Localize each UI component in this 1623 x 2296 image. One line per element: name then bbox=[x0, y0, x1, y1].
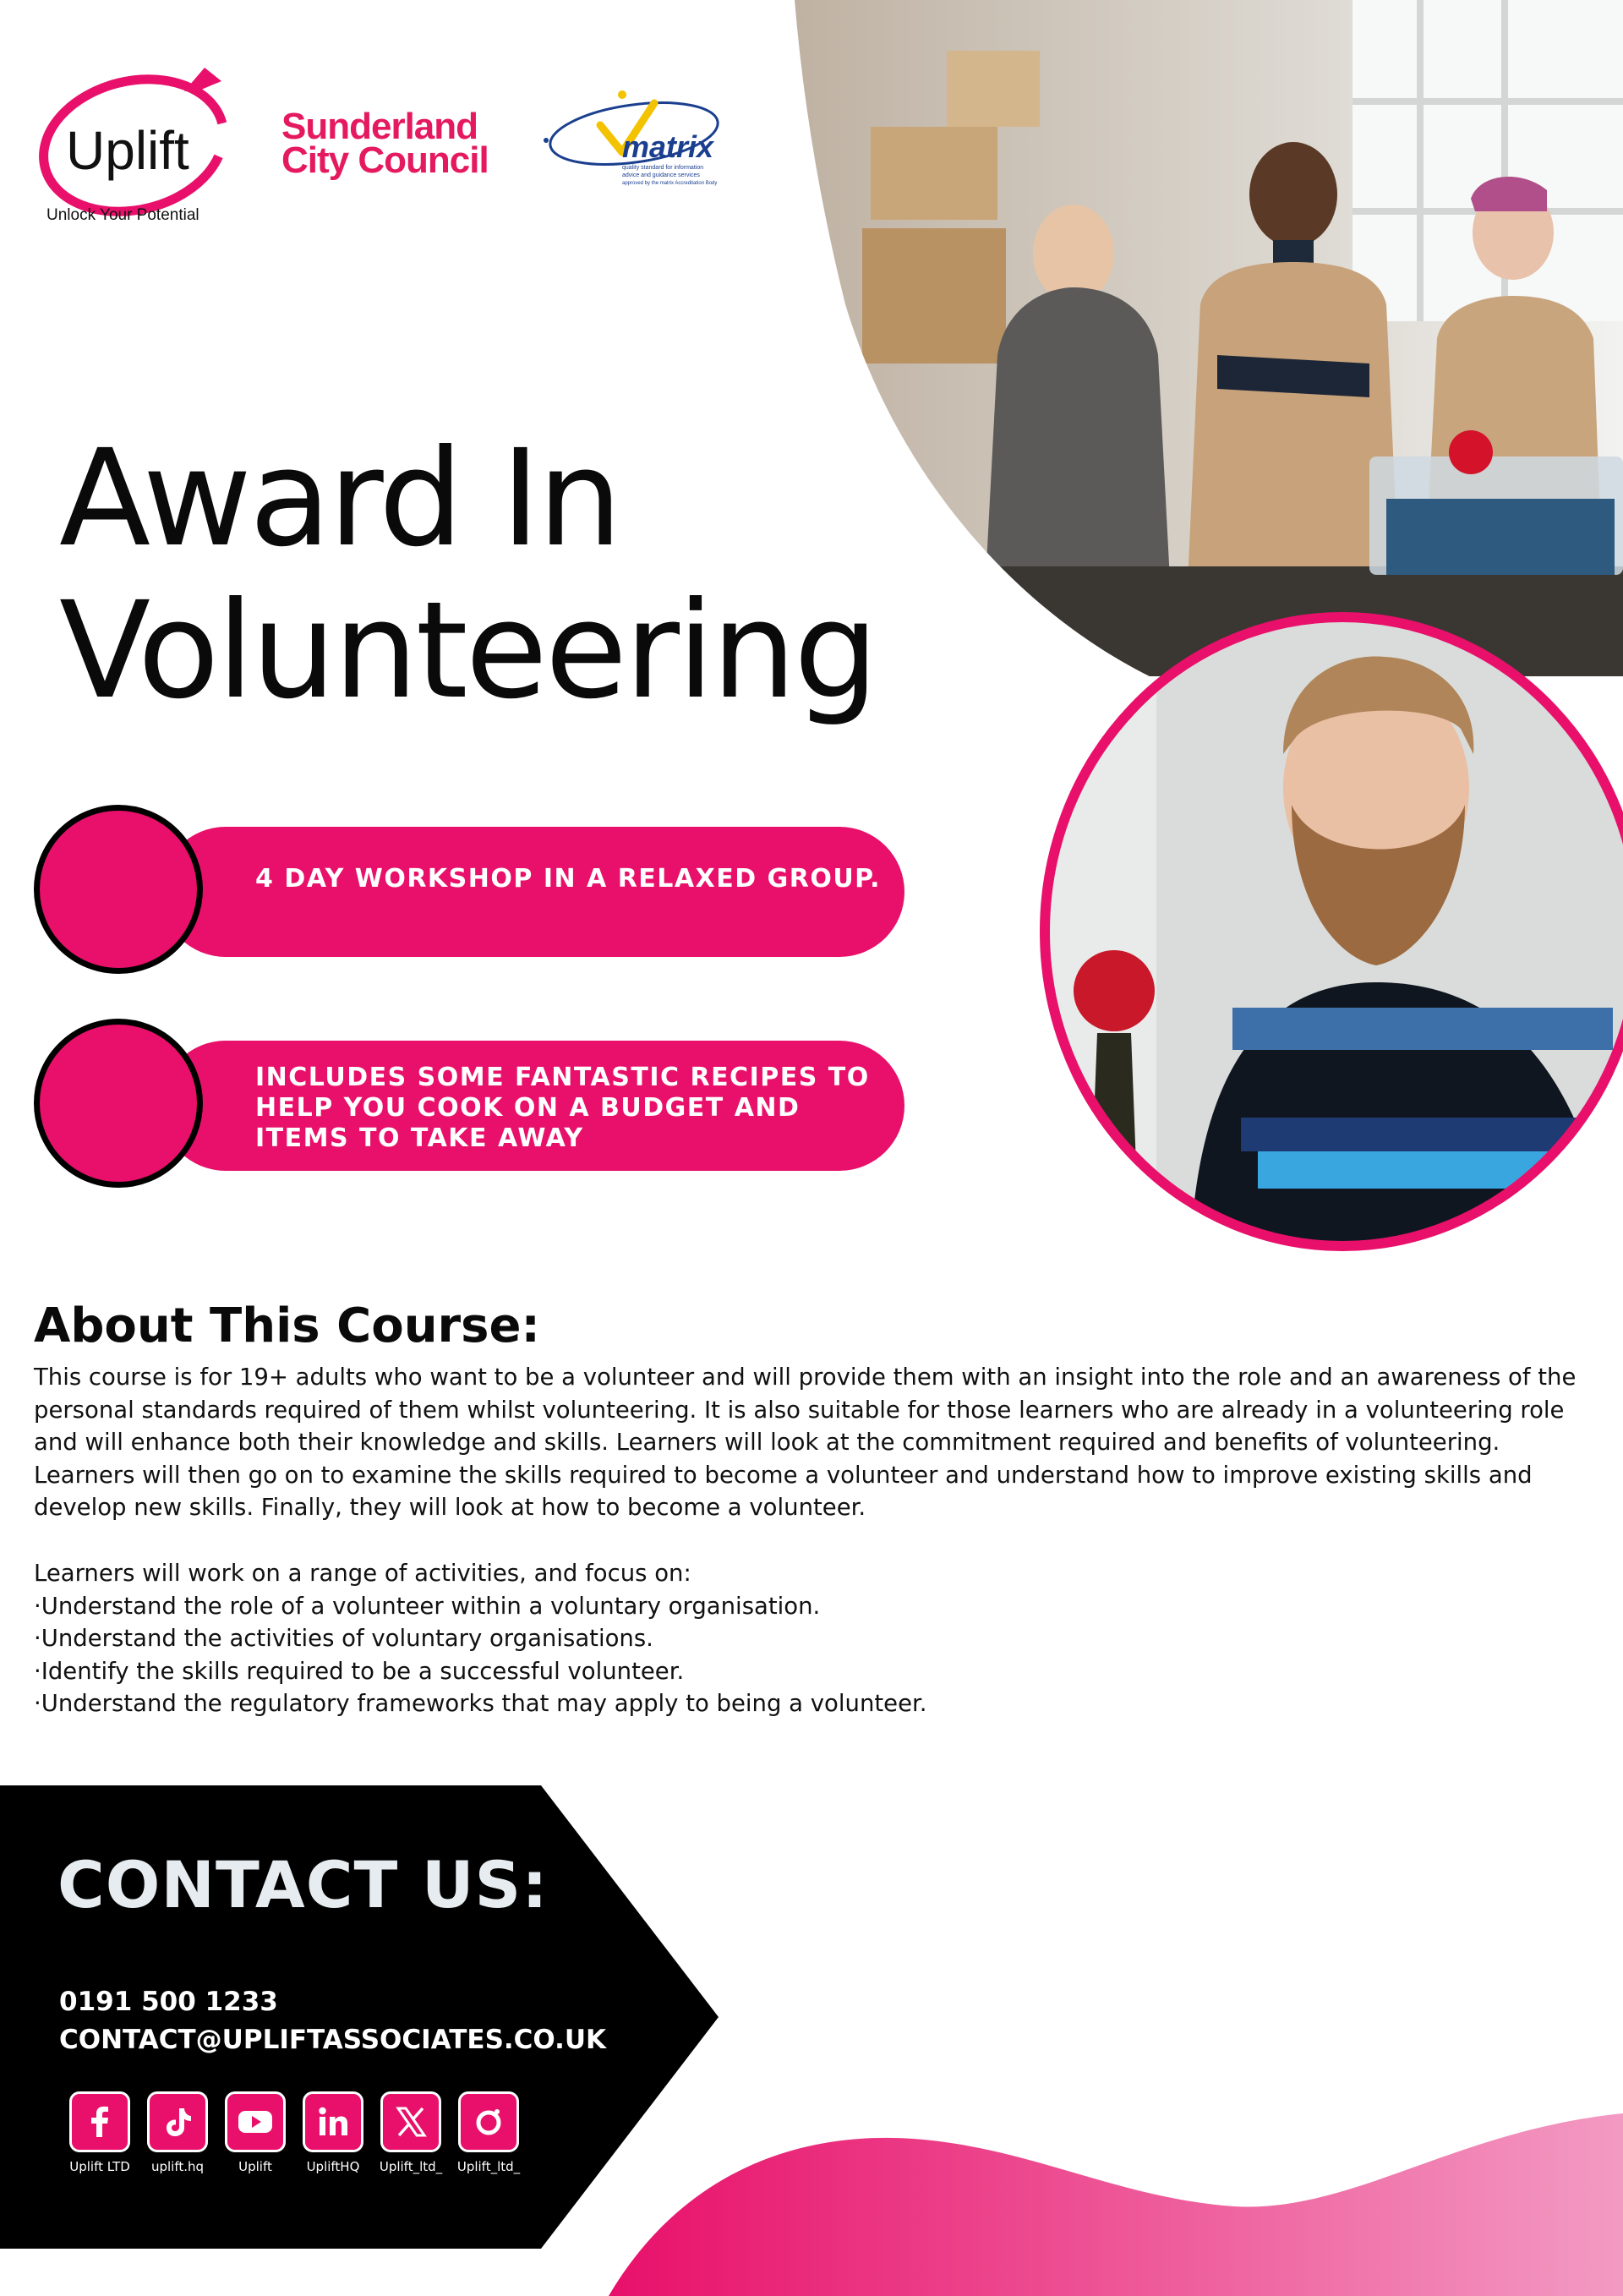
council-line-2: City Council bbox=[281, 139, 489, 181]
contact-email[interactable]: CONTACT@UPLIFTASSOCIATES.CO.UK bbox=[59, 2025, 607, 2055]
focus-item: ·Understand the role of a volunteer within a voluntary organisation. bbox=[34, 1592, 821, 1620]
social-tiktok[interactable] bbox=[144, 2091, 211, 2174]
feature-workshop bbox=[34, 805, 913, 974]
social-label: UpliftHQ bbox=[306, 2159, 360, 2174]
feature-text: 4 DAY WORKSHOP IN A RELAXED GROUP. bbox=[255, 864, 882, 894]
contact-heading: CONTACT US: bbox=[57, 1847, 549, 1922]
decorative-wave bbox=[592, 2080, 1623, 2296]
feature-bullet-circle bbox=[34, 805, 203, 974]
uplift-name: Uplift bbox=[66, 120, 189, 181]
focus-intro: Learners will work on a range of activities, and focus on: bbox=[34, 1560, 691, 1587]
focus-item: ·Understand the activities of voluntary organisations. bbox=[34, 1625, 653, 1652]
focus-item: ·Identify the skills required to be a successful volunteer. bbox=[34, 1657, 685, 1685]
title-line-2: Volunteering bbox=[59, 573, 877, 729]
social-youtube[interactable] bbox=[221, 2091, 289, 2174]
matrix-name: matrix bbox=[622, 129, 714, 164]
volunteers-photo bbox=[795, 0, 1623, 676]
sunderland-council-logo bbox=[281, 106, 489, 181]
svg-text:quality standard for informati: quality standard for information bbox=[622, 165, 704, 171]
bearded-man-photo bbox=[1038, 610, 1623, 1253]
social-linkedin[interactable] bbox=[299, 2091, 367, 2174]
council-line-1: Sunderland bbox=[281, 106, 478, 147]
focus-list bbox=[34, 1557, 1589, 1720]
social-label: Uplift LTD bbox=[69, 2159, 130, 2174]
uplift-tagline: Unlock Your Potential bbox=[46, 206, 199, 224]
page-title bbox=[59, 423, 876, 727]
focus-item: ·Understand the regulatory frameworks that may apply to being a volunteer. bbox=[34, 1690, 927, 1717]
svg-text:approved by the matrix Accredi: approved by the matrix Accreditation Body bbox=[622, 181, 718, 186]
linkedin-icon[interactable] bbox=[303, 2091, 363, 2152]
contact-phone[interactable]: 0191 500 1233 bbox=[59, 1987, 278, 2017]
instagram-icon[interactable] bbox=[458, 2091, 519, 2152]
about-text: This course is for 19+ adults who want to be a volunteer and will provide them with an insight into the role and an awareness of the personal standards required of them whilst volunteering. It is also suitable for those learners who are already in a volunteering role and will enhance both their knowledge and skills. Learners will look at the commitment required and benefits of volunteering. Learners will then go on to examine the skills required to become a volunteer and understand how to improve existing skills and develop new skills. Finally, they will look at how to become a volunteer. bbox=[34, 1364, 1577, 1521]
matrix-logo bbox=[541, 85, 761, 194]
title-line-1: Award In bbox=[59, 421, 620, 577]
social-label: Uplift_ltd_ bbox=[379, 2159, 443, 2174]
svg-text:advice and guidance services: advice and guidance services bbox=[622, 172, 700, 178]
social-label: Uplift bbox=[238, 2159, 272, 2174]
about-paragraph bbox=[34, 1361, 1589, 1524]
social-facebook[interactable] bbox=[66, 2091, 134, 2174]
x-icon[interactable] bbox=[380, 2091, 441, 2152]
social-label: Uplift_ltd_ bbox=[456, 2159, 521, 2174]
social-x[interactable] bbox=[377, 2091, 445, 2174]
feature-bullet-circle bbox=[34, 1019, 203, 1188]
social-label: uplift.hq bbox=[150, 2159, 205, 2174]
tiktok-icon[interactable] bbox=[147, 2091, 208, 2152]
feature-recipes bbox=[34, 1019, 913, 1188]
youtube-icon[interactable] bbox=[225, 2091, 286, 2152]
feature-text: INCLUDES SOME FANTASTIC RECIPES TO HELP YOU COOK ON A BUDGET AND ITEMS TO TAKE AWAY bbox=[255, 1063, 870, 1153]
about-heading: About This Course: bbox=[34, 1298, 540, 1353]
social-instagram[interactable] bbox=[455, 2091, 522, 2174]
facebook-icon[interactable] bbox=[69, 2091, 130, 2152]
